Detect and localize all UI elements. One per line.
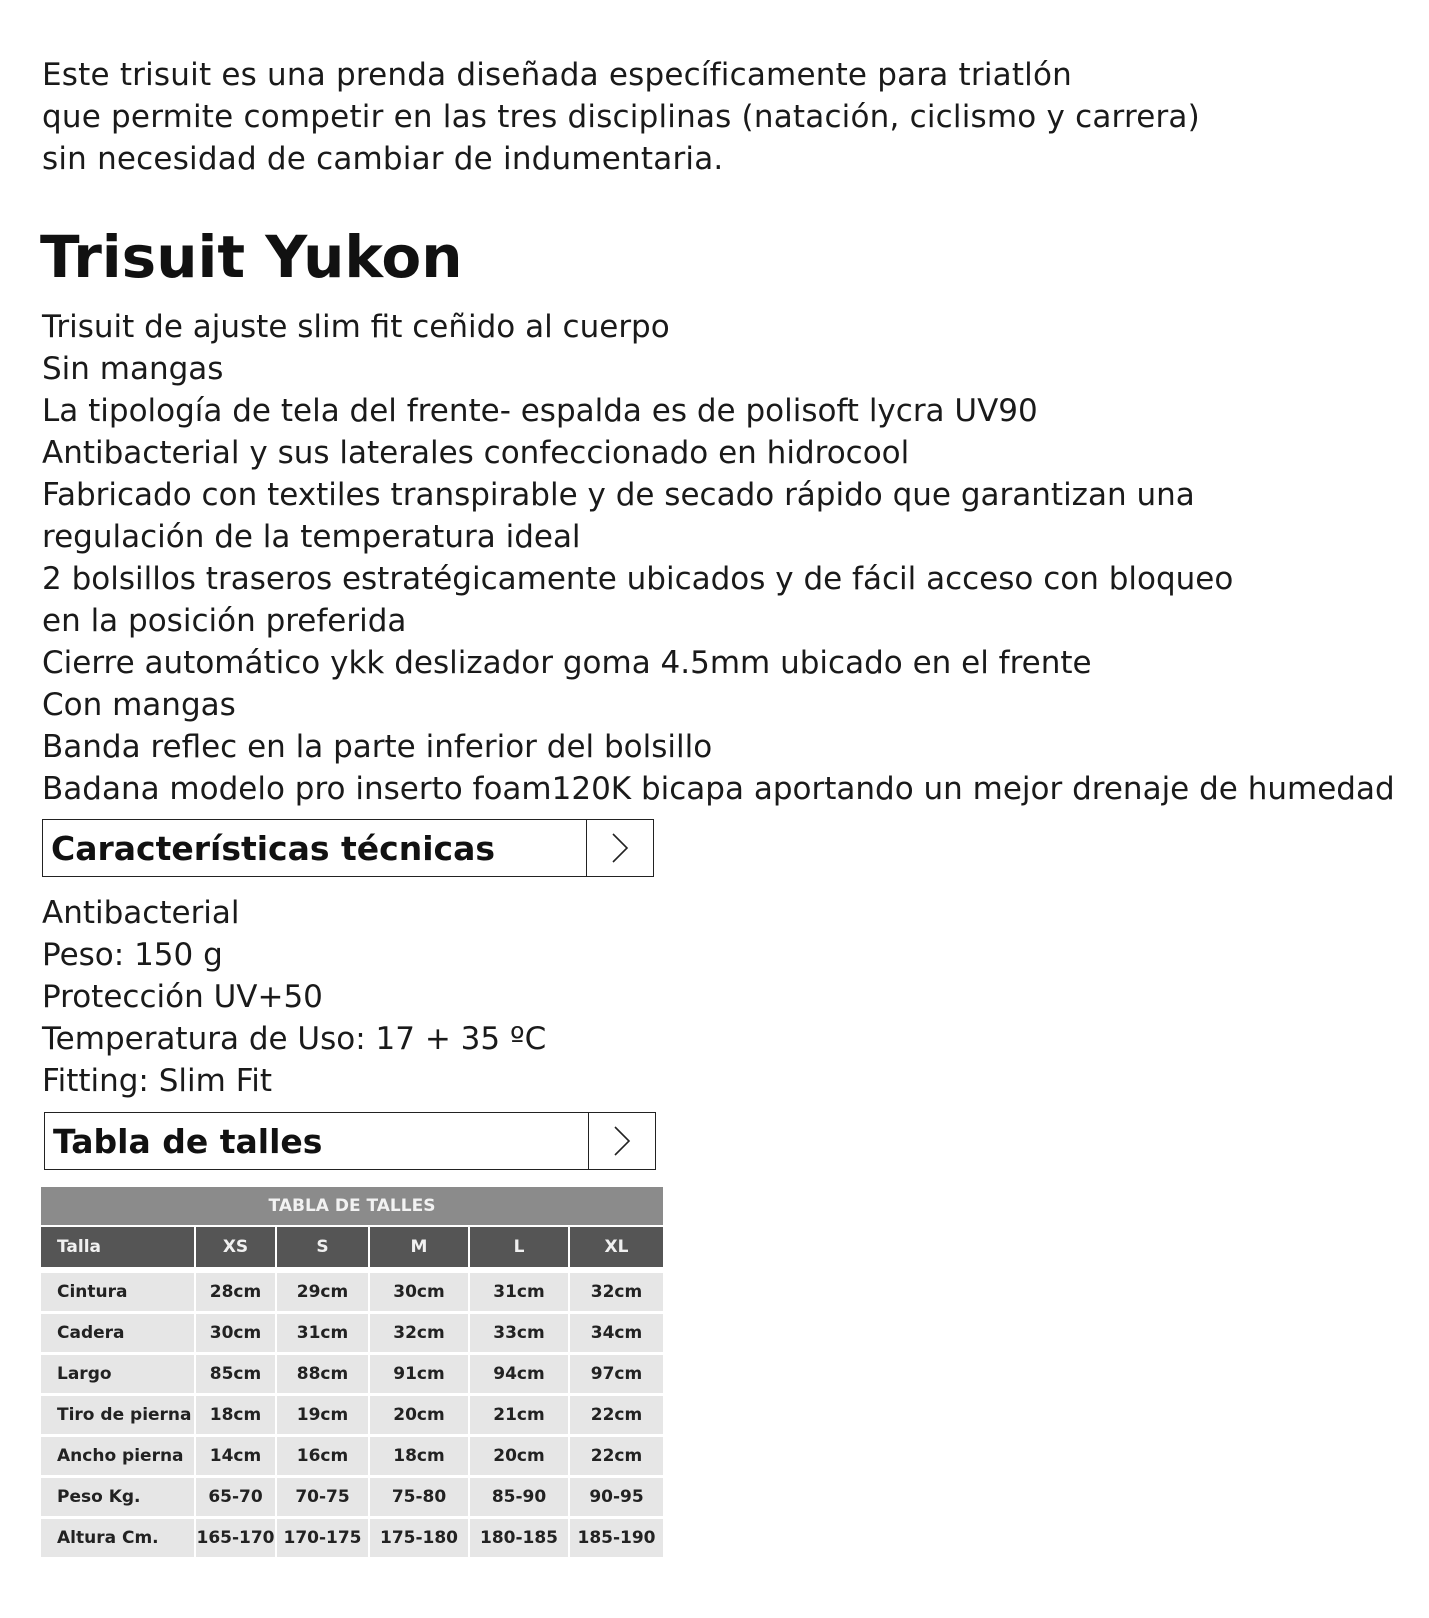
table-cell: 18cm (370, 1437, 470, 1478)
spec-line: Antibacterial (42, 895, 240, 931)
table-row (41, 1273, 663, 1314)
row-label: Tiro de pierna (41, 1396, 196, 1437)
table-cell: 65-70 (196, 1478, 277, 1519)
feature-line: Banda reflec en la parte inferior del bolsillo (42, 729, 713, 765)
feature-line: Con mangas (42, 687, 236, 723)
table-cell: 30cm (196, 1314, 277, 1355)
table-cell: 30cm (370, 1273, 470, 1314)
table-cell: 31cm (277, 1314, 370, 1355)
table-cell: 85cm (196, 1355, 277, 1396)
feature-line: 2 bolsillos traseros estratégicamente ubicados y de fácil acceso con bloqueo (42, 561, 1234, 597)
size-table-header (41, 1227, 663, 1267)
column-header: XL (570, 1227, 663, 1267)
column-header: XS (196, 1227, 277, 1267)
table-cell: 28cm (196, 1273, 277, 1314)
table-cell: 88cm (277, 1355, 370, 1396)
size-table (41, 1187, 663, 1560)
feature-line: Fabricado con textiles transpirable y de secado rápido que garantizan una (42, 477, 1195, 513)
table-cell: 170-175 (277, 1519, 370, 1560)
table-cell: 22cm (570, 1396, 663, 1437)
table-cell: 180-185 (470, 1519, 570, 1560)
table-row (41, 1519, 663, 1560)
tech-specs-accordion[interactable] (42, 819, 654, 877)
spec-line: Peso: 150 g (42, 937, 223, 973)
table-cell: 20cm (370, 1396, 470, 1437)
spec-line: Protección UV+50 (42, 979, 323, 1015)
product-title: Trisuit Yukon (40, 223, 463, 291)
feature-line: La tipología de tela del frente- espalda es de polisoft lycra UV90 (42, 393, 1038, 429)
spec-line: Temperatura de Uso: 17 + 35 ºC (42, 1021, 547, 1057)
table-cell: 33cm (470, 1314, 570, 1355)
row-label: Peso Kg. (41, 1478, 196, 1519)
size-chart-label: Tabla de talles (53, 1121, 323, 1161)
table-row (41, 1437, 663, 1478)
row-label: Ancho pierna (41, 1437, 196, 1478)
table-cell: 175-180 (370, 1519, 470, 1560)
intro-line: sin necesidad de cambiar de indumentaria. (42, 141, 724, 177)
table-cell: 91cm (370, 1355, 470, 1396)
feature-line: en la posición preferida (42, 603, 407, 639)
table-cell: 185-190 (570, 1519, 663, 1560)
table-cell: 20cm (470, 1437, 570, 1478)
tech-specs-label: Características técnicas (51, 828, 496, 868)
table-cell: 18cm (196, 1396, 277, 1437)
row-label: Altura Cm. (41, 1519, 196, 1560)
tech-specs-expand-button[interactable] (586, 820, 653, 876)
intro-paragraph (42, 54, 1200, 180)
intro-line: Este trisuit es una prenda diseñada específicamente para triatlón (42, 57, 1073, 93)
row-label: Largo (41, 1355, 196, 1396)
table-cell: 31cm (470, 1273, 570, 1314)
table-cell: 90-95 (570, 1478, 663, 1519)
size-table-caption: TABLA DE TALLES (41, 1187, 663, 1227)
size-chart-accordion[interactable] (44, 1112, 656, 1170)
table-cell: 19cm (277, 1396, 370, 1437)
table-row (41, 1314, 663, 1355)
size-chart-expand-button[interactable] (588, 1113, 655, 1169)
feature-list (42, 306, 1395, 810)
column-header: Talla (41, 1227, 196, 1267)
column-header: M (370, 1227, 470, 1267)
table-cell: 85-90 (470, 1478, 570, 1519)
column-header: L (470, 1227, 570, 1267)
table-cell: 34cm (570, 1314, 663, 1355)
table-row (41, 1478, 663, 1519)
feature-line: regulación de la temperatura ideal (42, 519, 581, 555)
table-cell: 29cm (277, 1273, 370, 1314)
spec-line: Fitting: Slim Fit (42, 1063, 273, 1099)
row-label: Cadera (41, 1314, 196, 1355)
row-label: Cintura (41, 1273, 196, 1314)
table-cell: 75-80 (370, 1478, 470, 1519)
feature-line: Badana modelo pro inserto foam120K bicapa aportando un mejor drenaje de humedad (42, 771, 1395, 807)
table-cell: 94cm (470, 1355, 570, 1396)
table-cell: 97cm (570, 1355, 663, 1396)
chevron-right-icon (611, 1124, 633, 1158)
spec-list (42, 892, 546, 1102)
feature-line: Sin mangas (42, 351, 224, 387)
table-cell: 14cm (196, 1437, 277, 1478)
feature-line: Trisuit de ajuste slim fit ceñido al cuerpo (42, 309, 670, 345)
table-row (41, 1396, 663, 1437)
intro-line: que permite competir en las tres disciplinas (natación, ciclismo y carrera) (42, 99, 1200, 135)
table-cell: 32cm (370, 1314, 470, 1355)
feature-line: Antibacterial y sus laterales confeccionado en hidrocool (42, 435, 910, 471)
column-header: S (277, 1227, 370, 1267)
table-cell: 165-170 (196, 1519, 277, 1560)
table-cell: 70-75 (277, 1478, 370, 1519)
table-cell: 32cm (570, 1273, 663, 1314)
table-row (41, 1355, 663, 1396)
chevron-right-icon (609, 831, 631, 865)
table-cell: 16cm (277, 1437, 370, 1478)
table-cell: 22cm (570, 1437, 663, 1478)
feature-line: Cierre automático ykk deslizador goma 4.5mm ubicado en el frente (42, 645, 1092, 681)
table-cell: 21cm (470, 1396, 570, 1437)
